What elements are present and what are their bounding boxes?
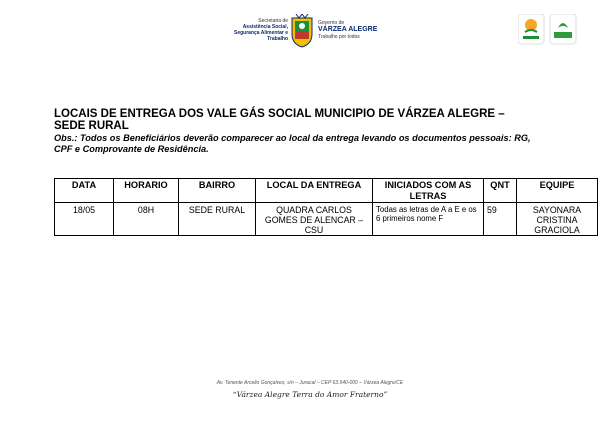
header-equipe: EQUIPE: [517, 179, 598, 203]
cell-bairro: SEDE RURAL: [179, 203, 256, 236]
partner-logos: [518, 14, 578, 46]
header-horario: HORARIO: [114, 179, 179, 203]
header-bairro: BAIRRO: [179, 179, 256, 203]
cell-data: 18/05: [55, 203, 114, 236]
cell-local: QUADRA CARLOS GOMES DE ALENCAR – CSU: [256, 203, 373, 236]
table-header-row: [55, 179, 598, 203]
secretaria-line: Segurança Alimentar e: [233, 30, 288, 36]
delivery-table: [54, 178, 598, 236]
governo-line: Governo de: [318, 20, 345, 26]
city-name: VÁRZEA ALEGRE: [318, 26, 378, 33]
secretaria-line: Secretaria de: [258, 18, 288, 24]
secretaria-line: Trabalho: [267, 36, 288, 42]
secretaria-line: Assistência Social,: [242, 24, 288, 30]
header-qnt: QNT: [484, 179, 517, 203]
header-data: DATA: [55, 179, 114, 203]
logo-badge-right: [550, 14, 576, 44]
header-letras: INICIADOS COM AS LETRAS: [373, 179, 484, 203]
observation-note: Obs.: Todos os Beneficiários deverão comparecer ao local da entrega levando os documentos pessoais: RG, CPF e Comprovante de Residência.: [54, 133, 531, 154]
footer-slogan: “Várzea Alegre Terra do Amor Fraterno”: [232, 390, 388, 399]
footer-address: Av. Tenente Arcelio Gonçalves, s/n – Juracal – CEP 63.540-000 – Várzea Alegre/CE: [216, 380, 404, 386]
cell-equipe: SAYONARA CRISTINA GRACIOLA: [517, 203, 598, 236]
header-local: LOCAL DA ENTREGA: [256, 179, 373, 203]
table-row: [55, 203, 598, 236]
header-logos: [228, 14, 378, 50]
cell-qnt: 59: [484, 203, 517, 236]
cell-horario: 08H: [114, 203, 179, 236]
secretaria-label: [228, 18, 288, 42]
page-title: LOCAIS DE ENTREGA DOS VALE GÁS SOCIAL MUNICIPIO DE VÁRZEA ALEGRE – SEDE RURAL: [54, 108, 505, 132]
governo-label: [318, 20, 378, 40]
cell-letras: Todas as letras de A a E e os 6 primeiros nome F: [373, 203, 484, 236]
municipal-crest-icon: [290, 14, 314, 48]
city-subtitle: Trabalho por todos: [318, 34, 360, 40]
